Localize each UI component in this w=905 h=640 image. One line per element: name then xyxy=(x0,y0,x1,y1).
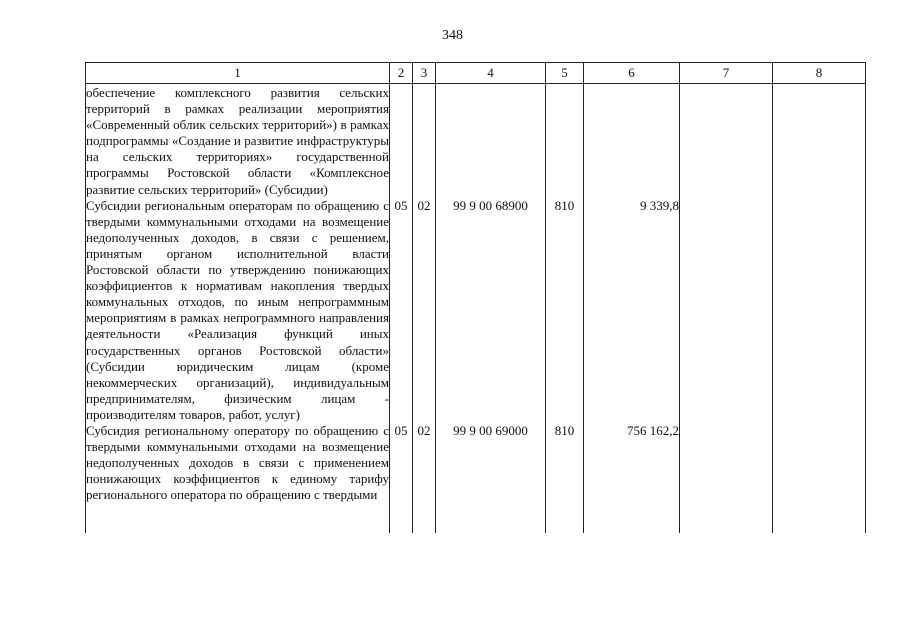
row-target-article: 99 9 00 69000 xyxy=(436,423,546,533)
row-target-article: 99 9 00 68900 xyxy=(436,198,546,423)
row-section xyxy=(390,84,413,198)
row-target-article xyxy=(436,84,546,198)
header-col-5: 5 xyxy=(546,63,584,84)
header-col-8: 8 xyxy=(773,63,866,84)
header-col-1: 1 xyxy=(86,63,390,84)
table-row xyxy=(86,84,866,198)
row-section: 05 xyxy=(390,198,413,423)
row-amount: 9 339,8 xyxy=(584,198,680,423)
header-col-2: 2 xyxy=(390,63,413,84)
table-header xyxy=(86,63,866,84)
row-subsection: 02 xyxy=(413,423,436,533)
row-description: Субсидия региональному оператору по обращению с твердыми коммунальными отходами на возмещение недополученных доходов в связи с применением понижающих коэффициентов к единому тарифу регионального оператора по обращению с твердыми xyxy=(86,423,390,533)
row-expense-type: 810 xyxy=(546,198,584,423)
header-col-6: 6 xyxy=(584,63,680,84)
row-subsection: 02 xyxy=(413,198,436,423)
row-amount: 756 162,2 xyxy=(584,423,680,533)
row-subsection xyxy=(413,84,436,198)
row-expense-type xyxy=(546,84,584,198)
header-col-7: 7 xyxy=(680,63,773,84)
row-expense-type: 810 xyxy=(546,423,584,533)
table-row xyxy=(86,423,866,533)
header-row xyxy=(86,63,866,84)
row-description: обеспечение комплексного развития сельских территорий в рамках реализации мероприятия «Современный облик сельских территорий») в рамках подпрограммы «Создание и развитие инфраструктуры на сельских территориях» государственной программы Ростовской области «Комплексное развитие сельских территорий» (Субсидии) xyxy=(86,85,389,197)
header-col-3: 3 xyxy=(413,63,436,84)
row-col-7 xyxy=(680,84,773,198)
header-col-4: 4 xyxy=(436,63,546,84)
table-row xyxy=(86,198,866,423)
row-col-7 xyxy=(680,423,773,533)
row-col-7 xyxy=(680,198,773,423)
row-col-8 xyxy=(773,423,866,533)
row-col-8 xyxy=(773,198,866,423)
row-section: 05 xyxy=(390,423,413,533)
page-number: 348 xyxy=(442,28,463,43)
row-description: Субсидии региональным операторам по обращению с твердыми коммунальными отходами на возмещение недополученных доходов, в связи с решением, принятым органом исполнительной власти Ростовской области по утверждению понижающих коэффициентов к нормативам накопления твердых коммунальных отходов, по иным непрограммным мероприятиям в рамках непрограммного направления деятельности «Реализация функций иных государственных органов Ростовской области» (Субсидии юридическим лицам (кроме некоммерческих организаций), индивидуальным предпринимателям, физическим лицам - производителям товаров, работ, услуг) xyxy=(86,197,389,422)
row-col-8 xyxy=(773,84,866,198)
budget-table xyxy=(85,62,866,533)
row-amount xyxy=(584,84,680,198)
table-body xyxy=(86,84,866,534)
